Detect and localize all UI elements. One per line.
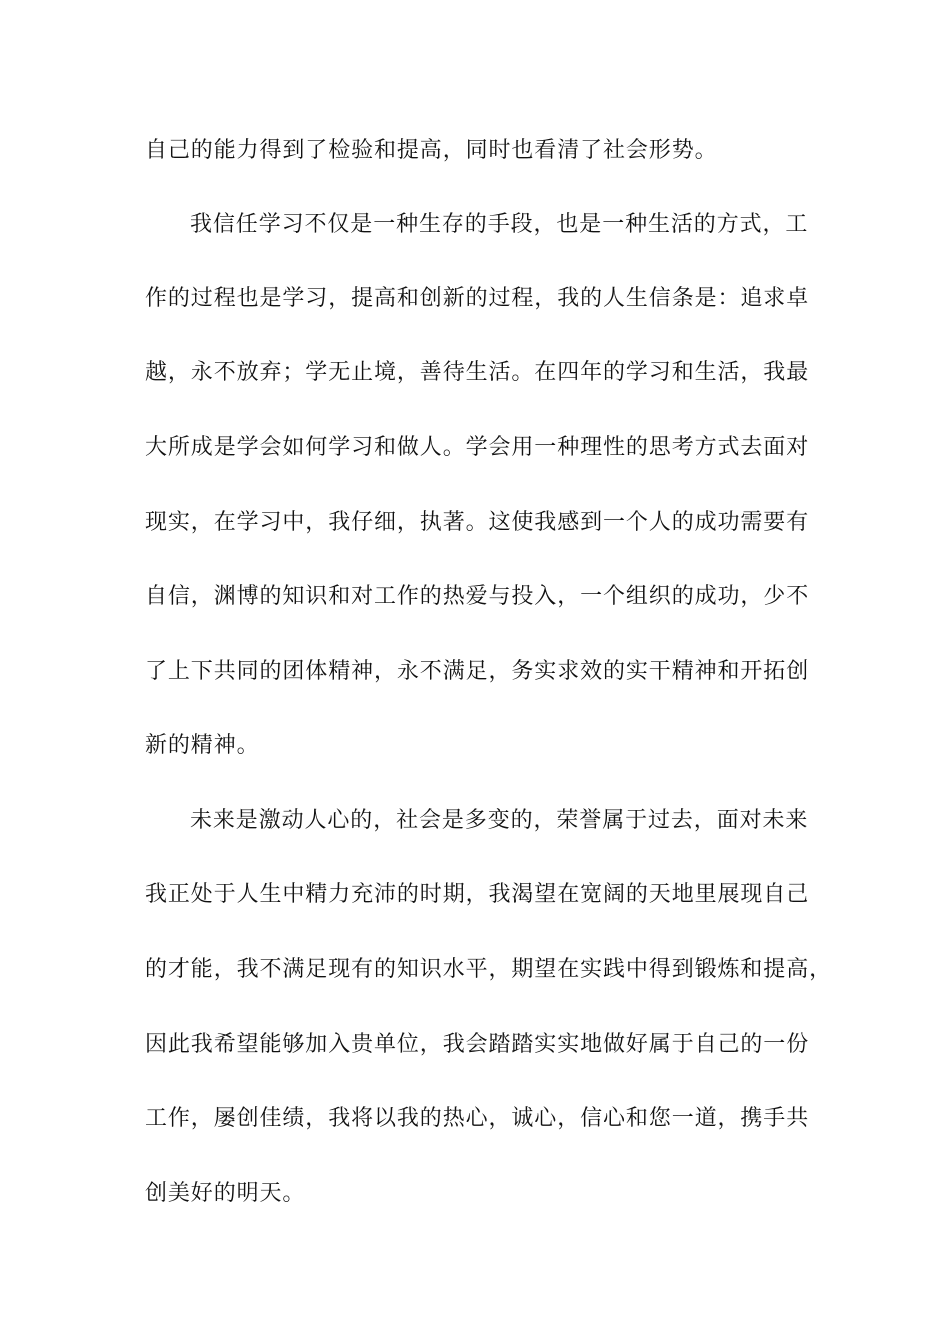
paragraph-first-line: 我信任学习不仅是一种生存的手段，也是一种生活的方式，工 — [190, 212, 809, 237]
text-line: 作的过程也是学习，提高和创新的过程，我的人生信条是：追求卓 — [145, 286, 810, 311]
paragraph-first-line: 未来是激动人心的，社会是多变的，荣誉属于过去，面对未来 — [190, 808, 809, 833]
text-line: 自信，渊博的知识和对工作的热爱与投入，一个组织的成功，少不 — [145, 584, 810, 609]
text-line: 工作，屡创佳绩，我将以我的热心，诚心，信心和您一道，携手共 — [145, 1106, 810, 1131]
text-line: 创美好的明天。 — [145, 1181, 306, 1206]
text-line: 的才能，我不满足现有的知识水平，期望在实践中得到锻炼和提高， — [145, 957, 833, 982]
text-line: 自己的能力得到了检验和提高，同时也看清了社会形势。 — [145, 138, 718, 163]
text-line: 大所成是学会如何学习和做人。学会用一种理性的思考方式去面对 — [145, 435, 810, 460]
text-line: 新的精神。 — [145, 733, 260, 758]
text-line: 越，永不放弃；学无止境，善待生活。在四年的学习和生活，我最 — [145, 360, 810, 385]
text-line: 现实，在学习中，我仔细，执著。这使我感到一个人的成功需要有 — [145, 510, 810, 535]
text-line: 了上下共同的团体精神，永不满足，务实求效的实干精神和开拓创 — [145, 659, 810, 684]
text-line: 因此我希望能够加入贵单位，我会踏踏实实地做好属于自己的一份 — [145, 1032, 810, 1057]
text-line: 我正处于人生中精力充沛的时期，我渴望在宽阔的天地里展现自己 — [145, 882, 810, 907]
